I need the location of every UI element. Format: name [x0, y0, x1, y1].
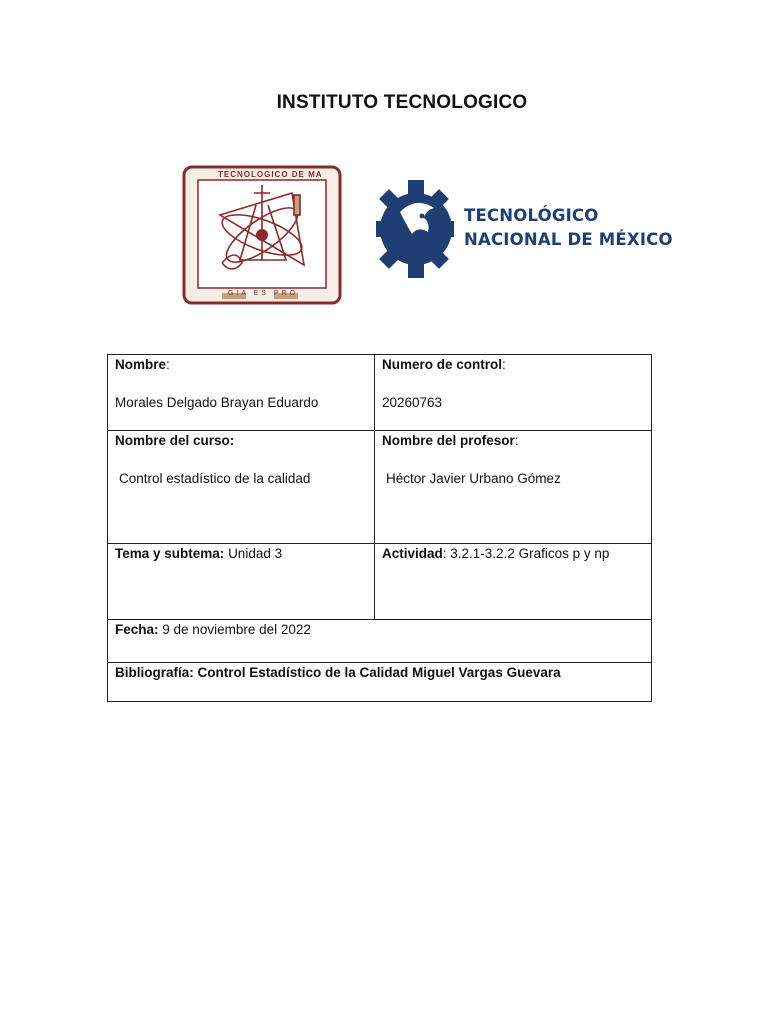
- fecha-label: Fecha:: [115, 622, 159, 637]
- curso-value: Control estadístico de la calidad: [119, 471, 311, 486]
- gear-eagle-icon: [372, 172, 458, 286]
- cell-bibliografia: [108, 663, 652, 702]
- fecha-value: 9 de noviembre del 2022: [162, 622, 311, 637]
- brand-line-2: NACIONAL DE MÉXICO: [464, 230, 673, 249]
- table-row: [108, 431, 652, 544]
- tema-label: Tema y subtema:: [115, 546, 225, 561]
- seal-text-bottom: GIA ES PRO: [228, 290, 299, 297]
- seal-text-top: TECNOLOGICO DE MA: [218, 170, 323, 179]
- profesor-value: Héctor Javier Urbano Gómez: [386, 471, 561, 486]
- table-row: [108, 620, 652, 663]
- nombre-label: Nombre: [115, 357, 167, 372]
- table-row: [108, 663, 652, 702]
- cell-tema: [108, 544, 375, 620]
- bibliografia-label: Bibliografía: Control Estadístico de la Calidad Miguel Vargas Guevara: [115, 665, 561, 680]
- numero-control-value: 20260763: [382, 395, 443, 410]
- table-row: [108, 544, 652, 620]
- cell-actividad: Actividad: 3.2.1-3.2.2 Graficos p y np: [375, 544, 652, 620]
- institute-seal-icon: [182, 165, 342, 305]
- tema-value: Unidad 3: [228, 546, 283, 561]
- nombre-value: Morales Delgado Brayan Eduardo: [115, 395, 319, 410]
- cell-fecha: [108, 620, 652, 663]
- institute-seal-logo: [182, 165, 342, 305]
- brand-line-1: TECNOLÓGICO: [464, 206, 599, 225]
- actividad-label: Actividad: [382, 546, 443, 561]
- cell-numero-control: Numero de control: 20260763: [375, 355, 652, 431]
- cell-curso: [108, 431, 375, 544]
- profesor-label: Nombre del profesor: [382, 433, 515, 448]
- curso-label: Nombre del curso:: [115, 433, 235, 448]
- table-row: [108, 355, 652, 431]
- tecnm-logo: [372, 172, 673, 286]
- cell-profesor: Nombre del profesor: Héctor Javier Urbano Gómez: [375, 431, 652, 544]
- page-title: INSTITUTO TECNOLOGICO: [276, 92, 528, 113]
- info-table: [107, 354, 652, 702]
- actividad-value: 3.2.1-3.2.2 Graficos p y np: [450, 546, 610, 561]
- cell-nombre: Nombre: Morales Delgado Brayan Eduardo: [108, 355, 375, 431]
- numero-control-label: Numero de control: [382, 357, 503, 372]
